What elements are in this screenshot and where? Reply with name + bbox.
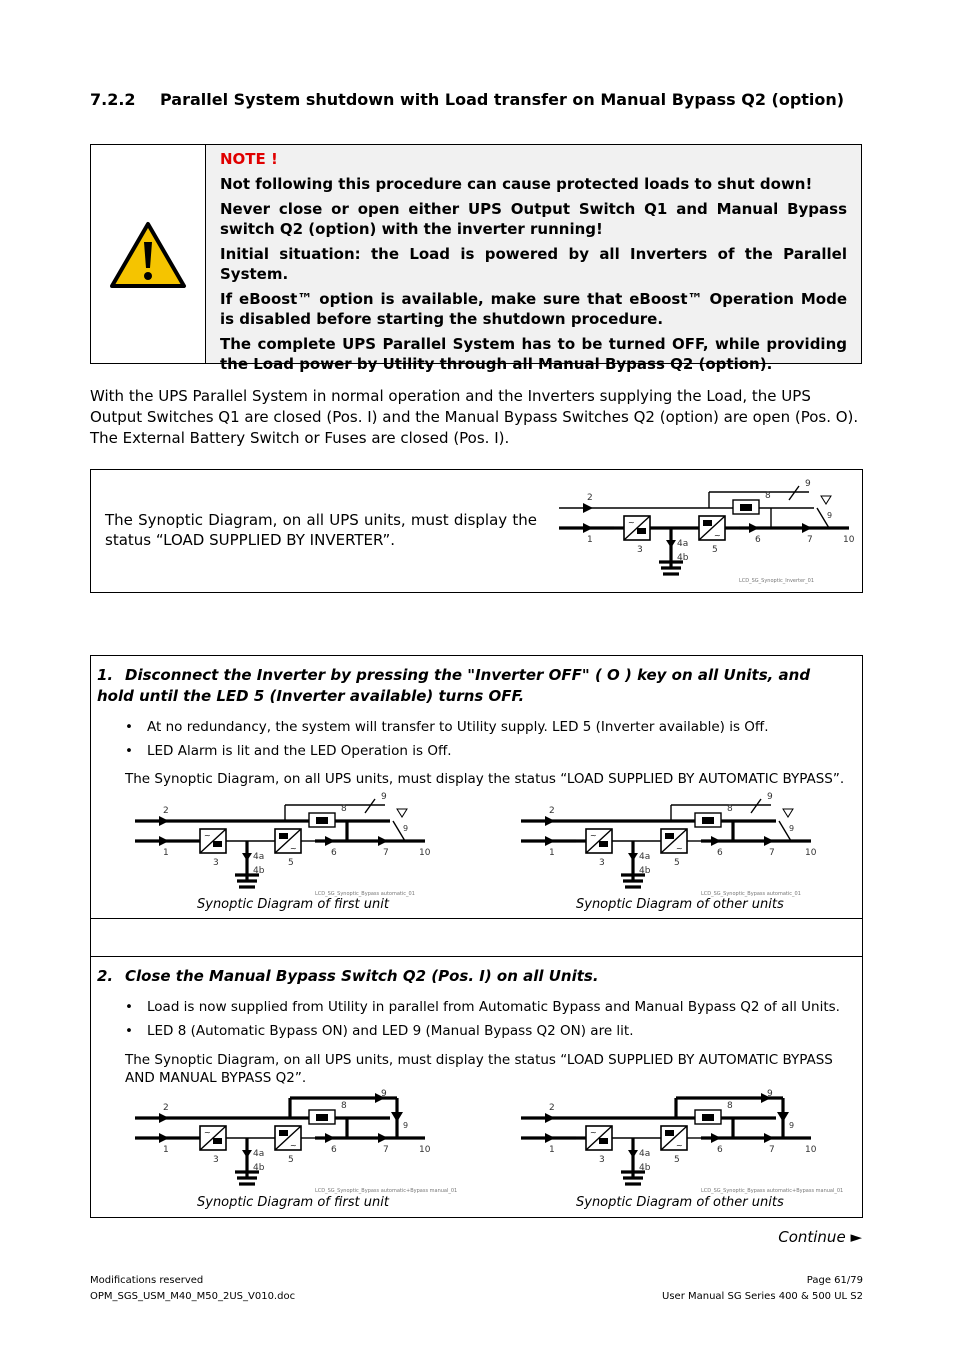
svg-text:9: 9 xyxy=(827,511,833,520)
svg-text:6: 6 xyxy=(331,848,337,858)
svg-text:9: 9 xyxy=(789,824,795,833)
svg-text:LCD_SG_Synoptic_Bypass automat: LCD_SG_Synoptic_Bypass automatic_01 xyxy=(315,891,415,897)
svg-text:9: 9 xyxy=(403,824,409,833)
step-2-bullet-2-text: LED 8 (Automatic Bypass ON) and LED 9 (Manual Bypass Q2 ON) are lit. xyxy=(147,1023,634,1039)
svg-text:~: ~ xyxy=(290,844,297,853)
svg-text:7: 7 xyxy=(769,848,775,858)
svg-text:4a: 4a xyxy=(639,1149,651,1159)
step-1-bullet-1-text: At no redundancy, the system will transfer to Utility supply. LED 5 (Inverter available) is Off. xyxy=(147,719,769,735)
step-2-synoptic-text: The Synoptic Diagram, on all UPS units, must display the status “LOAD SUPPLIED BY AUTOMATIC BYPASS AND MANUAL BYPASS Q2”. xyxy=(125,1052,833,1086)
svg-text:3: 3 xyxy=(213,858,219,868)
svg-text:1: 1 xyxy=(163,848,169,858)
svg-text:5: 5 xyxy=(712,545,718,555)
svg-text:3: 3 xyxy=(599,1155,605,1165)
intro-line-1: With the UPS Parallel System in normal operation and the Inverters supplying the Load, the UPS Output Switches Q1 are closed (Pos. I) and the Manual Bypass Switches Q2 (option) are open (Pos. O). xyxy=(90,387,859,426)
step-1-number: 1. xyxy=(97,666,114,684)
svg-text:6: 6 xyxy=(755,535,761,545)
step-2-diagram-other xyxy=(521,1088,844,1202)
intro-line-2: The External Battery Switch or Fuses are closed (Pos. I). xyxy=(90,429,510,447)
initial-synoptic-box xyxy=(90,469,863,593)
svg-text:1: 1 xyxy=(163,1145,169,1155)
svg-text:~: ~ xyxy=(628,518,635,527)
svg-text:9: 9 xyxy=(381,792,387,802)
continue-label: Continue xyxy=(778,1228,846,1246)
svg-text:10: 10 xyxy=(805,848,817,858)
svg-text:~: ~ xyxy=(290,1141,297,1150)
svg-text:8: 8 xyxy=(765,491,771,501)
step-2-text: Close the Manual Bypass Switch Q2 (Pos. I) on all Units. xyxy=(125,967,599,985)
svg-text:10: 10 xyxy=(843,535,855,545)
warning-triangle-icon xyxy=(108,220,188,290)
svg-text:6: 6 xyxy=(717,1145,723,1155)
svg-text:9: 9 xyxy=(767,1089,773,1099)
svg-text:2: 2 xyxy=(549,806,555,816)
svg-text:~: ~ xyxy=(676,844,683,853)
svg-text:~: ~ xyxy=(590,1128,597,1137)
svg-text:2: 2 xyxy=(549,1103,555,1113)
svg-text:9: 9 xyxy=(805,479,811,489)
svg-text:4b: 4b xyxy=(677,553,689,563)
svg-text:6: 6 xyxy=(717,848,723,858)
svg-text:8: 8 xyxy=(341,804,347,814)
svg-text:1: 1 xyxy=(549,848,555,858)
note-line-3: Initial situation: the Load is powered by all Inverters of the Parallel System. xyxy=(220,245,847,283)
svg-text:7: 7 xyxy=(769,1145,775,1155)
svg-text:2: 2 xyxy=(587,493,593,503)
svg-text:4a: 4a xyxy=(253,1149,265,1159)
svg-text:LCD_SG_Synoptic_Bypass automat: LCD_SG_Synoptic_Bypass automatic+Bypass manual_01 xyxy=(701,1188,844,1194)
svg-text:~: ~ xyxy=(714,531,721,540)
svg-text:9: 9 xyxy=(767,792,773,802)
step-divider-1 xyxy=(91,918,862,919)
svg-text:4b: 4b xyxy=(639,866,651,876)
svg-text:~: ~ xyxy=(204,1128,211,1137)
footer-right xyxy=(662,1273,863,1305)
continue-link xyxy=(778,1228,862,1246)
svg-text:10: 10 xyxy=(419,1145,431,1155)
svg-text:~: ~ xyxy=(676,1141,683,1150)
section-number: 7.2.2 xyxy=(90,90,136,109)
svg-text:3: 3 xyxy=(599,858,605,868)
step-2-number: 2. xyxy=(97,967,114,985)
step-2-title xyxy=(97,966,849,987)
footer-left xyxy=(90,1273,295,1305)
svg-text:2: 2 xyxy=(163,806,169,816)
note-line-5: The complete UPS Parallel System has to be turned OFF, while providing the Load power by Utility through all Manual Bypass Q2 (option). xyxy=(220,335,847,373)
synoptic-diagram-inverter xyxy=(559,478,859,592)
note-box xyxy=(90,144,862,373)
svg-text:9: 9 xyxy=(403,1121,409,1130)
svg-text:9: 9 xyxy=(381,1089,387,1099)
svg-text:7: 7 xyxy=(807,535,813,545)
initial-synoptic-text: The Synoptic Diagram, on all UPS units, must display the status “LOAD SUPPLIED BY INVERTER”. xyxy=(105,511,537,549)
svg-text:9: 9 xyxy=(789,1121,795,1130)
svg-text:4b: 4b xyxy=(253,866,265,876)
section-title: Parallel System shutdown with Load transfer on Manual Bypass Q2 (option) xyxy=(160,90,845,109)
svg-text:4b: 4b xyxy=(253,1163,265,1173)
svg-text:10: 10 xyxy=(419,848,431,858)
svg-text:LCD_SG_Synoptic_Bypass automat: LCD_SG_Synoptic_Bypass automatic+Bypass manual_01 xyxy=(315,1188,458,1194)
footer-manual: User Manual SG Series 400 & 500 UL S2 xyxy=(662,1291,863,1302)
step-2-caption-other: Synoptic Diagram of other units xyxy=(576,1195,784,1210)
svg-text:8: 8 xyxy=(341,1101,347,1111)
svg-text:3: 3 xyxy=(213,1155,219,1165)
svg-text:5: 5 xyxy=(288,1155,294,1165)
svg-text:4b: 4b xyxy=(639,1163,651,1173)
note-text xyxy=(206,145,861,373)
step-divider-2 xyxy=(91,956,862,957)
svg-text:8: 8 xyxy=(727,1101,733,1111)
step-1-synoptic-text: The Synoptic Diagram, on all UPS units, must display the status “LOAD SUPPLIED BY AUTOMATIC BYPASS”. xyxy=(125,771,845,787)
svg-text:10: 10 xyxy=(805,1145,817,1155)
svg-text:LCD_SG_Synoptic_Bypass automat: LCD_SG_Synoptic_Bypass automatic_01 xyxy=(701,891,801,897)
svg-text:7: 7 xyxy=(383,848,389,858)
footer-modifications: Modifications reserved xyxy=(90,1275,204,1286)
svg-text:1: 1 xyxy=(549,1145,555,1155)
step-1-diagram-other xyxy=(521,791,821,905)
svg-text:6: 6 xyxy=(331,1145,337,1155)
step-1-diagram-first xyxy=(135,791,435,905)
svg-text:~: ~ xyxy=(204,831,211,840)
step-1-text: Disconnect the Inverter by pressing the "Inverter OFF" ( O ) key on all Units, and hold until the LED 5 (Inverter available) turns OFF. xyxy=(97,666,811,705)
svg-text:8: 8 xyxy=(727,804,733,814)
note-line-4: If eBoost™ option is available, make sure that eBoost™ Operation Mode is disabled before starting the shutdown procedure. xyxy=(220,290,847,328)
step-2-bullet-1-text: Load is now supplied from Utility in parallel from Automatic Bypass and Manual Bypass Q2 of all Units. xyxy=(147,999,840,1015)
step-2-caption-first: Synoptic Diagram of first unit xyxy=(197,1195,389,1210)
step-1-caption-other: Synoptic Diagram of other units xyxy=(576,897,784,912)
svg-text:4a: 4a xyxy=(253,852,265,862)
right-triangle-icon: ► xyxy=(850,1228,862,1246)
note-icon-cell xyxy=(91,145,206,363)
svg-text:5: 5 xyxy=(288,858,294,868)
note-title: NOTE ! xyxy=(220,150,278,168)
section-heading xyxy=(90,90,844,109)
note-line-1: Not following this procedure can cause protected loads to shut down! xyxy=(220,175,813,193)
step-2-diagram-first xyxy=(135,1088,458,1202)
svg-text:5: 5 xyxy=(674,1155,680,1165)
intro-paragraph xyxy=(90,386,863,449)
svg-text:7: 7 xyxy=(383,1145,389,1155)
svg-text:2: 2 xyxy=(163,1103,169,1113)
svg-text:LCD_SG_Synoptic_Inverter_01: LCD_SG_Synoptic_Inverter_01 xyxy=(739,578,814,584)
svg-text:1: 1 xyxy=(587,535,593,545)
step-1-caption-first: Synoptic Diagram of first unit xyxy=(197,897,389,912)
svg-text:~: ~ xyxy=(590,831,597,840)
svg-text:4a: 4a xyxy=(639,852,651,862)
footer-document: OPM_SGS_USM_M40_M50_2US_V010.doc xyxy=(90,1291,296,1302)
step-1-title xyxy=(97,665,849,707)
step-1-bullet-2-text: LED Alarm is lit and the LED Operation is Off. xyxy=(147,743,452,759)
svg-text:5: 5 xyxy=(674,858,680,868)
svg-text:4a: 4a xyxy=(677,539,689,549)
note-line-2: Never close or open either UPS Output Switch Q1 and Manual Bypass switch Q2 (option) with the inverter running! xyxy=(220,200,847,238)
svg-text:3: 3 xyxy=(637,545,643,555)
footer-page: Page 61/79 xyxy=(806,1275,863,1286)
steps-table: 1. Disconnect the Inverter by pressing the "Inverter OFF" ( O ) key on all Units, and hold until the LED 5 (Inverter available) turns OFF. • At no redundancy, the system will transfer to Utility supply. LED 5 (Inverter available) is Off. • LED Alarm is lit and the LED Operation is Off. The Synoptic Diagram, on all UPS units, must display the status “LOAD SUPPLIED BY AUTOMATIC BYPASS”. ~ ~ 2 1 3 4a 4b 5 6 7 8 9 9 10 LCD_SG_Synoptic_Bypass automatic_01 ~ ~ 2 1 3 4a 4b 5 6 7 8 9 9 10 LCD_SG_Synoptic_Bypass automatic_01 Synoptic Diagram of first unit Synoptic Diagram of other units 2. Close the Manual Bypass Switch Q2 (Pos. I) on all Units. • Load is now supplied from Utility in parallel from Automatic Bypass and Manual Bypass Q2 of all Units. • LED 8 (Automatic Bypass ON) and LED 9 (Manual Bypass Q2 ON) are lit. The Synoptic Diagram, on all UPS units, must display the status “LOAD SUPPLIED BY AUTOMATIC BYPASS AND MANUAL BYPASS Q2”. ~ ~ 2 1 3 4a 4b 5 6 7 8 9 9 10 LCD_SG_Synoptic_Bypass automatic+Bypass manual_01 ~ ~ 2 1 3 4a 4b 5 6 7 8 9 9 10 LCD_SG_Synoptic_Bypass automatic+Bypass manual_01 Synoptic Diagram of first unit Synoptic Diagram of other units xyxy=(90,655,863,1218)
